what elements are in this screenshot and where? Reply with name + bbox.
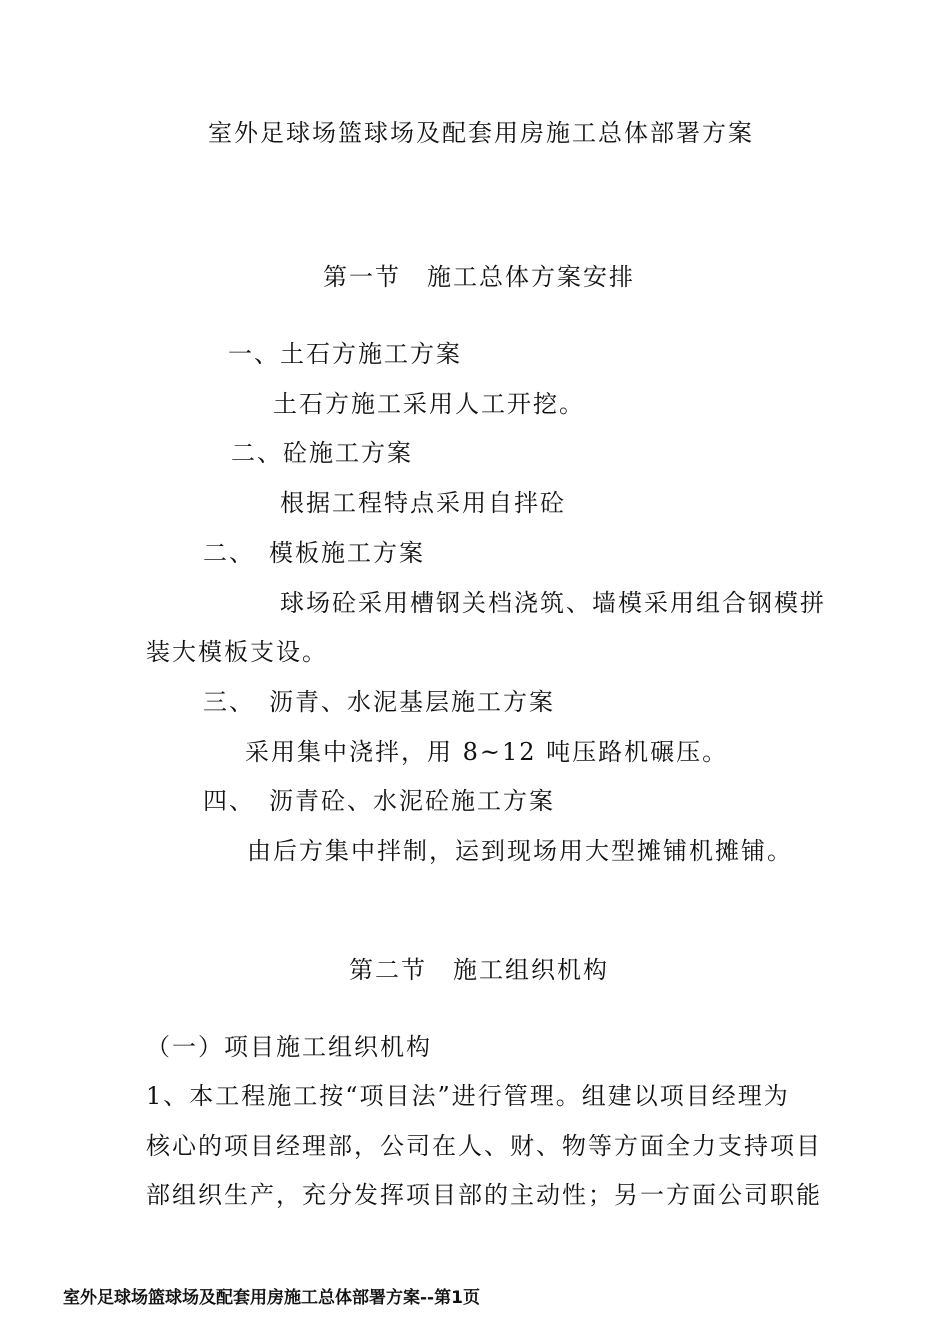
item-body-formwork-line2: 装大模板支设。	[146, 638, 328, 666]
item-body-asphalt: 由后方集中拌制，运到现场用大型摊铺机摊铺。	[247, 837, 793, 865]
section-heading-2: 第二节 施工组织机构	[349, 956, 609, 984]
item-body-concrete: 根据工程特点采用自拌砼	[280, 489, 566, 517]
item-heading-base-layer: 三、 沥青、水泥基层施工方案	[203, 688, 555, 716]
item-heading-concrete: 二、砼施工方案	[231, 439, 413, 467]
item-body-formwork-line1: 球场砼采用槽钢关档浇筑、墙模采用组合钢模拼	[280, 589, 826, 617]
item-body-earthwork: 土石方施工采用人工开挖。	[273, 390, 585, 418]
section-heading-1: 第一节 施工总体方案安排	[323, 263, 635, 291]
item-heading-formwork: 二、 模板施工方案	[203, 539, 425, 567]
document-title: 室外足球场篮球场及配套用房施工总体部署方案	[208, 119, 754, 147]
paragraph-line-1: 1、本工程施工按“项目法”进行管理。组建以项目经理为	[146, 1082, 790, 1110]
item-heading-earthwork: 一、土石方施工方案	[228, 340, 462, 368]
paragraph-line-3: 部组织生产，充分发挥项目部的主动性；另一方面公司职能	[146, 1181, 822, 1209]
item-heading-asphalt: 四、 沥青砼、水泥砼施工方案	[203, 787, 555, 815]
sub-heading-organization: （一）项目施工组织机构	[146, 1033, 432, 1061]
page-footer: 室外足球场篮球场及配套用房施工总体部署方案--第1页	[63, 1288, 480, 1308]
item-body-base-layer: 采用集中浇拌，用 8~12 吨压路机碾压。	[245, 738, 729, 766]
paragraph-line-2: 核心的项目经理部，公司在人、财、物等方面全力支持项目	[146, 1132, 822, 1160]
